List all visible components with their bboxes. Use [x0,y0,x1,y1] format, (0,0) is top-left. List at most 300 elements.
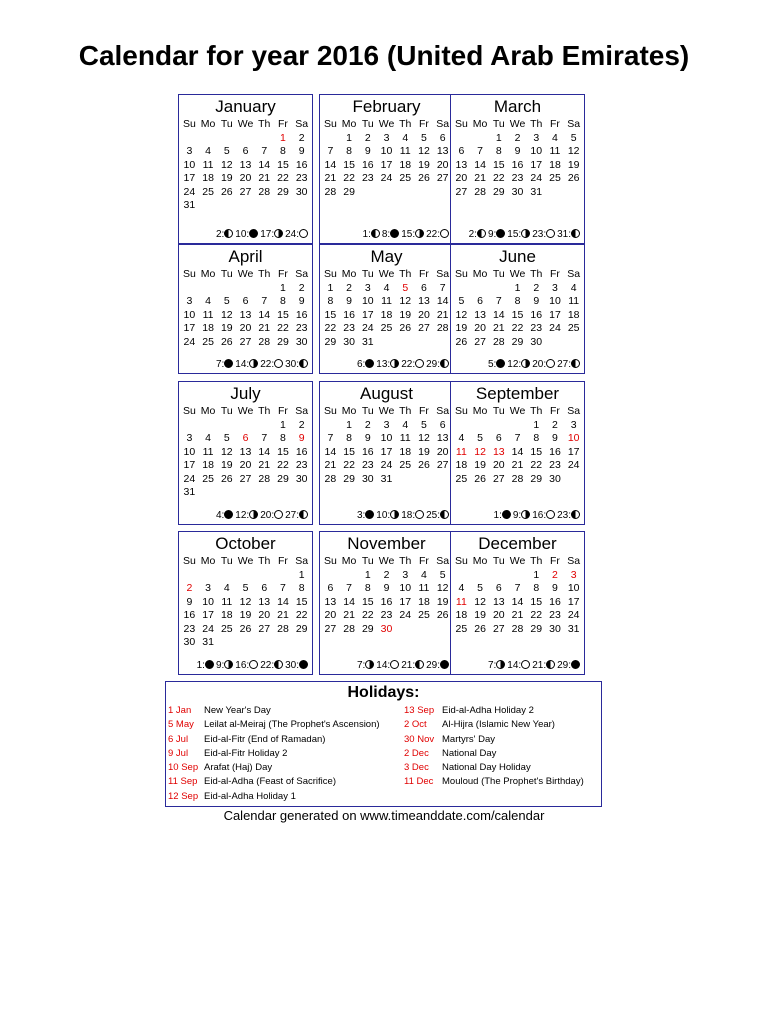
day-cell: 20 [455,172,468,184]
weekday-header [320,555,453,569]
week-row [451,159,584,173]
weekday-label: Th [530,555,543,567]
moon-phases: 2: 9: 15: 23: 31: [451,229,582,241]
day-cell: 5 [477,432,483,444]
week-row [451,609,584,623]
day-cell: 2 [514,131,521,144]
weekday-label: Fr [549,555,560,567]
week-row [451,186,584,200]
day-cell: 1 [280,418,286,431]
weekday-label: Th [399,268,412,280]
day-cell: 28 [511,472,524,485]
weekday-label: Su [454,268,468,280]
day-cell [217,132,236,146]
weekday-label: Th [258,405,271,417]
month-june [450,244,585,374]
day-cell: 12 [220,308,233,321]
day-cell: 27 [418,322,430,334]
last-quarter-moon-icon [299,359,308,368]
day-cell: 6 [439,131,446,144]
month-august [319,381,454,525]
day-cell: 5 [223,295,230,307]
day-cell: 31 [567,622,580,635]
day-cell: 24 [380,459,393,471]
day-cell [564,473,583,487]
day-cell: 16 [343,308,355,321]
weekday-label: We [378,555,395,567]
day-cell: 9 [298,432,305,444]
day-cell [255,282,274,296]
day-cell: 13 [492,595,505,608]
day-cell: 24 [183,472,196,485]
day-cell: 25 [418,609,430,621]
day-cell: 17 [202,609,214,621]
day-cell: 9 [346,295,352,307]
day-cell: 16 [549,595,561,608]
week-row [179,432,312,446]
moon-day: 27 [557,359,569,370]
week-row [451,172,584,186]
moon-day: 29 [557,660,569,671]
day-cell: 18 [549,158,561,171]
moon-phases: 7: 14: 22: 30: [179,359,310,371]
weekday-label: Th [258,118,271,130]
moon-day: 10 [376,510,388,521]
day-cell: 22 [530,609,543,621]
holiday-name: Eid-al-Adha (Feast of Sacrifice) [204,776,336,788]
day-cell: 8 [533,582,540,594]
day-cell: 4 [205,145,211,157]
week-row [451,419,584,433]
moon-day: 29 [426,359,438,370]
week-row [320,309,453,323]
day-cell: 23 [295,459,308,471]
full-moon-icon [299,229,308,238]
day-cell [471,132,490,146]
moon-day: 9 [487,229,494,240]
day-cell: 21 [277,609,289,621]
day-cell: 23 [511,172,524,184]
weekday-label: Tu [361,405,374,417]
day-cell: 16 [295,308,308,321]
day-cell: 4 [223,582,230,594]
day-cell: 7 [346,582,352,594]
day-cell: 19 [399,308,412,321]
day-cell: 12 [455,308,468,321]
day-cell [180,132,199,146]
day-cell [180,282,199,296]
week-row [179,609,312,623]
day-cell: 16 [549,445,561,458]
weekday-label: Su [323,555,337,567]
day-cell: 31 [361,335,374,348]
moon-day: 30 [285,359,297,370]
day-cell [199,132,218,146]
day-cell: 24 [202,622,214,635]
day-cell: 9 [383,582,390,594]
holiday-name: New Year's Day [204,705,271,716]
month-name: July [230,384,261,403]
new-moon-icon [224,510,233,519]
weekday-header [179,118,312,132]
week-row [451,336,584,350]
day-cell: 23 [361,459,374,471]
day-cell: 12 [239,595,252,608]
last-quarter-moon-icon [571,229,580,238]
day-cell: 24 [183,185,196,198]
day-cell: 13 [455,158,468,171]
weekday-label: Tu [361,555,374,567]
day-cell: 19 [455,322,468,334]
day-cell: 9 [298,295,305,307]
day-cell: 2 [364,418,371,431]
month-march [450,94,585,244]
day-cell: 15 [343,445,355,458]
day-cell: 2 [298,281,305,294]
day-cell: 24 [380,172,393,184]
day-cell: 23 [295,172,308,184]
full-moon-icon [546,510,555,519]
weekday-label: Fr [418,555,429,567]
day-cell: 26 [474,622,486,635]
day-cell: 20 [239,322,252,334]
day-cell: 21 [474,172,486,184]
month-name: November [347,534,426,553]
week-row [320,459,453,473]
moon-day: 17 [260,229,272,240]
first-quarter-moon-icon [521,229,530,238]
day-cell [180,569,199,583]
day-cell: 30 [549,472,561,485]
day-cell: 22 [511,322,524,334]
day-cell [321,569,340,583]
day-cell: 23 [343,322,355,334]
weekday-header [320,405,453,419]
week-row [451,596,584,610]
day-cell [199,419,218,433]
day-cell: 13 [474,308,486,321]
weekday-label: Th [258,555,271,567]
day-cell: 17 [361,308,374,321]
weekday-label: We [509,118,526,130]
first-quarter-moon-icon [390,359,399,368]
day-cell: 25 [202,185,214,198]
weekday-label: Sa [436,405,450,417]
day-cell: 9 [552,432,558,444]
week-row [179,309,312,323]
day-cell: 29 [511,335,524,348]
day-cell: 22 [530,459,543,471]
day-cell: 1 [280,281,286,294]
day-cell: 28 [324,185,337,198]
day-cell [274,486,293,500]
holiday-name: Mouloud (The Prophet's Birthday) [442,776,584,788]
moon-day: 22 [260,660,272,671]
week-row [320,159,453,173]
day-cell [292,636,311,650]
moon-day: 16 [532,510,544,521]
day-cell: 8 [514,295,521,307]
day-cell [255,199,274,213]
day-cell: 29 [277,472,289,485]
day-cell [321,132,340,146]
weekday-label: Mo [200,268,216,280]
moon-phases: 4: 12: 20: 27: [179,510,310,522]
day-cell [546,186,565,200]
moon-day: 10 [235,229,247,240]
month-name: April [228,247,263,266]
day-cell: 15 [277,158,289,171]
day-cell: 19 [474,609,486,621]
month-september [450,381,585,525]
day-cell: 19 [436,595,449,608]
day-cell: 27 [455,185,468,198]
last-quarter-moon-icon [415,660,424,669]
weekday-label: Sa [436,268,450,280]
holiday-date: 6 Jul [168,733,189,745]
weekday-label: Sa [567,118,581,130]
holiday-name: Eid-al-Fitr (End of Ramadan) [204,733,326,745]
day-cell: 15 [295,595,308,608]
moon-phases: 1: 9: 16: 23: [451,510,582,522]
day-cell: 17 [380,445,393,458]
week-row [320,609,453,623]
day-cell: 23 [361,172,374,184]
week-row [320,132,453,146]
day-cell: 8 [280,295,286,307]
day-cell: 28 [258,472,271,485]
day-cell: 9 [364,145,371,157]
day-cell: 15 [343,158,355,171]
day-cell: 1 [495,131,502,144]
moon-phases: 6: 13: 22: 29: [320,359,451,371]
weekday-header [451,268,584,282]
day-cell: 11 [202,308,214,321]
last-quarter-moon-icon [274,660,283,669]
day-cell [217,199,236,213]
week-row [179,282,312,296]
weekday-label: Tu [220,555,233,567]
day-cell: 11 [455,445,467,458]
first-quarter-moon-icon [365,660,374,669]
weekday-label: Sa [295,405,309,417]
moon-phases: 3: 10: 18: 25: [320,510,451,522]
weekday-label: Sa [436,555,450,567]
moon-day: 18 [401,510,413,521]
moon-day: 29 [426,660,438,671]
day-cell: 26 [239,622,252,635]
week-row [179,623,312,637]
day-cell [415,336,434,350]
day-cell: 31 [530,185,543,198]
week-row [320,419,453,433]
day-cell: 31 [202,636,214,648]
day-cell: 6 [477,295,483,307]
day-cell: 18 [202,322,214,334]
day-cell: 18 [202,459,214,471]
full-moon-icon [274,510,283,519]
moon-day: 9 [215,660,222,671]
holiday-row [168,761,380,775]
day-cell: 27 [258,622,271,635]
day-cell: 12 [399,295,412,307]
holiday-row [404,718,584,732]
full-moon-icon [440,229,449,238]
last-quarter-moon-icon [371,229,380,238]
day-cell: 27 [492,622,505,635]
day-cell: 27 [324,622,337,635]
full-moon-icon [274,359,283,368]
moon-day: 1 [196,660,203,671]
day-cell: 14 [258,445,271,458]
day-cell: 12 [418,432,430,444]
moon-day: 21 [532,660,544,671]
holidays-left-column [168,704,380,804]
weekday-label: Tu [492,405,505,417]
day-cell: 31 [183,199,196,211]
day-cell: 14 [511,445,524,458]
day-cell: 4 [458,582,465,594]
day-cell: 25 [202,335,214,348]
day-cell: 22 [343,459,355,471]
month-april [178,244,313,374]
week-row [451,322,584,336]
day-cell: 4 [402,418,409,431]
day-cell: 10 [530,145,543,157]
new-moon-icon [224,359,233,368]
week-row [320,186,453,200]
day-cell: 10 [183,158,196,171]
day-cell: 25 [399,459,412,471]
week-row [179,596,312,610]
month-november [319,531,454,675]
holiday-date: 9 Jul [168,747,189,759]
moon-day: 24 [285,229,297,240]
moon-phases: 7: 14: 21: 29: [451,660,582,672]
moon-day: 23 [532,229,544,240]
day-cell: 6 [458,145,465,157]
moon-day: 25 [426,510,438,521]
weekday-label: Su [323,405,337,417]
day-cell: 16 [361,445,374,458]
day-cell: 30 [343,335,355,348]
week-row [320,473,453,487]
day-cell [199,282,218,296]
day-cell: 12 [567,145,580,157]
weekday-label: Sa [295,555,309,567]
day-cell: 18 [202,172,214,184]
day-cell: 21 [436,308,449,321]
day-cell: 7 [514,582,521,594]
day-cell: 1 [364,568,371,581]
day-cell [199,486,218,500]
day-cell: 26 [418,459,430,471]
day-cell: 24 [549,322,561,334]
day-cell: 9 [514,145,521,157]
day-cell: 5 [458,295,465,307]
week-row [179,186,312,200]
day-cell: 24 [361,322,374,334]
full-moon-icon [390,660,399,669]
new-moon-icon [249,229,258,238]
new-moon-icon [496,359,505,368]
day-cell [236,419,255,433]
day-cell: 11 [381,295,392,307]
weekday-label: Mo [341,405,357,417]
full-moon-icon [546,229,555,238]
day-cell: 17 [183,459,196,471]
day-cell: 22 [277,459,289,471]
holidays-right-column [404,704,584,790]
day-cell: 16 [530,308,543,321]
day-cell: 3 [570,418,577,431]
moon-phases: 2: 10: 17: 24: [179,229,310,241]
moon-day: 15 [401,229,413,240]
day-cell: 15 [492,158,505,171]
day-cell: 4 [421,568,427,581]
month-name: May [370,247,403,266]
week-row [179,459,312,473]
month-name: December [478,534,557,553]
day-cell [396,186,415,200]
day-cell: 11 [202,445,214,458]
day-cell [255,419,274,433]
day-cell: 30 [380,622,393,635]
day-cell: 27 [239,185,252,198]
month-october [178,531,313,675]
day-cell: 11 [399,432,411,444]
day-cell: 14 [492,308,505,321]
day-cell: 20 [436,158,449,171]
moon-day: 20 [532,359,544,370]
day-cell [199,569,218,583]
weekday-label: We [237,555,254,567]
day-cell: 3 [205,582,211,594]
day-cell [396,336,415,350]
day-cell: 28 [436,322,449,334]
holiday-row [404,775,584,789]
day-cell: 24 [530,172,543,184]
week-row [451,295,584,309]
day-cell: 6 [439,418,446,431]
holiday-name: Martyrs' Day [442,733,496,745]
day-cell: 2 [186,582,193,594]
day-cell: 19 [220,459,233,471]
holiday-name: Al-Hijra (Islamic New Year) [442,719,555,731]
day-cell: 21 [258,459,271,471]
day-cell: 22 [277,322,289,334]
moon-day: 1 [362,229,369,240]
weekday-label: Fr [418,118,429,130]
weekday-header [320,118,453,132]
month-name: March [493,97,542,116]
day-cell: 18 [399,445,412,458]
day-cell: 18 [567,308,580,321]
day-cell: 18 [455,609,468,621]
day-cell: 5 [402,281,409,294]
day-cell: 10 [549,295,561,307]
day-cell: 5 [223,145,230,157]
last-quarter-moon-icon [571,359,580,368]
holiday-date: 30 Nov [404,733,435,745]
day-cell: 27 [436,172,449,184]
holiday-date: 3 Dec [404,762,429,774]
moon-day: 30 [285,660,297,671]
day-cell: 8 [346,432,352,444]
holiday-date: 12 Sep [168,790,199,802]
day-cell: 22 [343,172,355,184]
day-cell: 15 [277,445,289,458]
